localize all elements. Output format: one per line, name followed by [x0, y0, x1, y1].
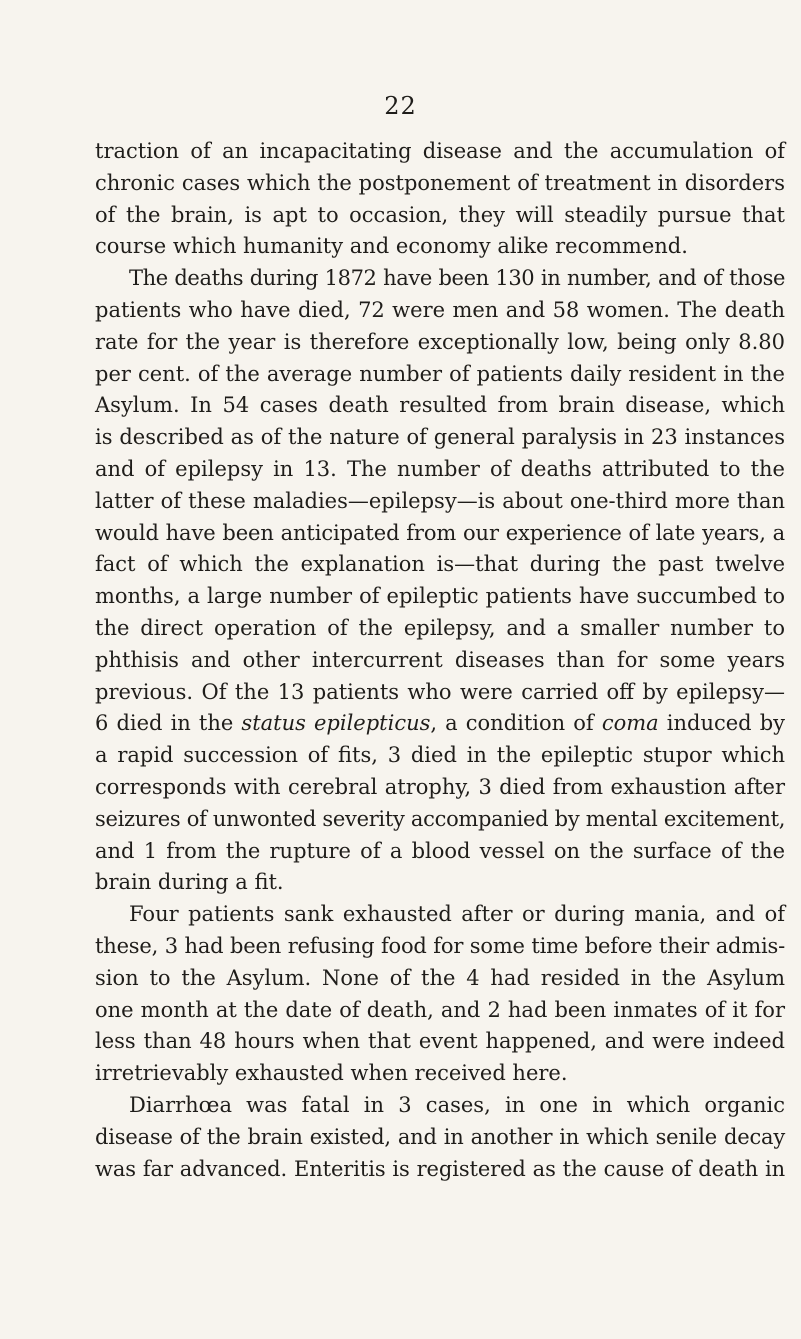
text-run: induced by: [658, 711, 785, 736]
text-line: previous. Of the 13 patients who were carried off by epilepsy—: [95, 679, 785, 704]
text-line: these, 3 had been refusing food for some time before their admis-: [95, 933, 785, 958]
text-line-with-italics: [95, 708, 785, 740]
text-line: sion to the Asylum. None of the 4 had resided in the Asylum: [95, 965, 785, 990]
text-line: phthisis and other intercurrent diseases than for some years: [95, 647, 785, 672]
text-line: is described as of the nature of general paralysis in 23 instances: [95, 425, 785, 450]
text-line: patients who have died, 72 were men and 58 women. The death: [95, 297, 785, 322]
text-line: disease of the brain existed, and in another in which senile decay: [95, 1124, 785, 1149]
text-line: months, a large number of epileptic patients have succumbed to: [95, 584, 785, 609]
text-run: 6 died in the: [95, 711, 242, 736]
italic-term-coma: coma: [601, 711, 659, 736]
text-line: a rapid succession of fits, 3 died in the epileptic stupor which: [95, 743, 785, 768]
text-line: was far advanced. Enteritis is registered as the cause of death in: [95, 1156, 785, 1181]
text-line: brain during a fit.: [95, 870, 284, 895]
text-line: Asylum. In 54 cases death resulted from brain disease, which: [95, 393, 785, 418]
text-line: would have been anticipated from our experience of late years, a: [95, 520, 785, 545]
text-line: traction of an incapacitating disease and the accumulation of: [95, 139, 785, 163]
text-line: rate for the year is therefore exceptionally low, being only 8.80: [95, 329, 785, 354]
text-line: seizures of unwonted severity accompanied by mental excitement,: [95, 806, 786, 831]
text-line: per cent. of the average number of patients daily resident in the: [95, 361, 785, 386]
page-number: 22: [384, 92, 417, 120]
text-line: chronic cases which the postponement of treatment in disorders: [95, 170, 785, 195]
text-line: and of epilepsy in 13. The number of deaths attributed to the: [95, 456, 785, 481]
text-line: irretrievably exhausted when received here.: [95, 1061, 568, 1086]
text-run: , a condition of: [430, 711, 602, 736]
body-text: [95, 136, 785, 1185]
text-line: latter of these maladies—epilepsy—is about one-third more than: [95, 488, 785, 513]
italic-term-status-epilepticus: status epilepticus: [241, 711, 431, 736]
text-line: the direct operation of the epilepsy, and a smaller number to: [95, 615, 785, 640]
text-line: less than 48 hours when that event happened, and were indeed: [95, 1029, 785, 1054]
text-line: one month at the date of death, and 2 had been inmates of it for: [95, 997, 785, 1022]
text-line: corresponds with cerebral atrophy, 3 died from exhaustion after: [95, 774, 785, 799]
paragraph-start-line: Four patients sank exhausted after or during mania, and of: [129, 902, 785, 927]
paragraph-start-line: The deaths during 1872 have been 130 in number, and of those: [129, 266, 785, 291]
text-line: fact of which the explanation is—that during the past twelve: [95, 552, 785, 577]
paragraph-start-line: Diarrhœa was fatal in 3 cases, in one in which organic: [129, 1092, 785, 1117]
text-line: course which humanity and economy alike recommend.: [95, 234, 688, 259]
text-line: and 1 from the rupture of a blood vessel on the surface of the: [95, 838, 785, 863]
text-line: of the brain, is apt to occasion, they will steadily pursue that: [95, 202, 785, 227]
